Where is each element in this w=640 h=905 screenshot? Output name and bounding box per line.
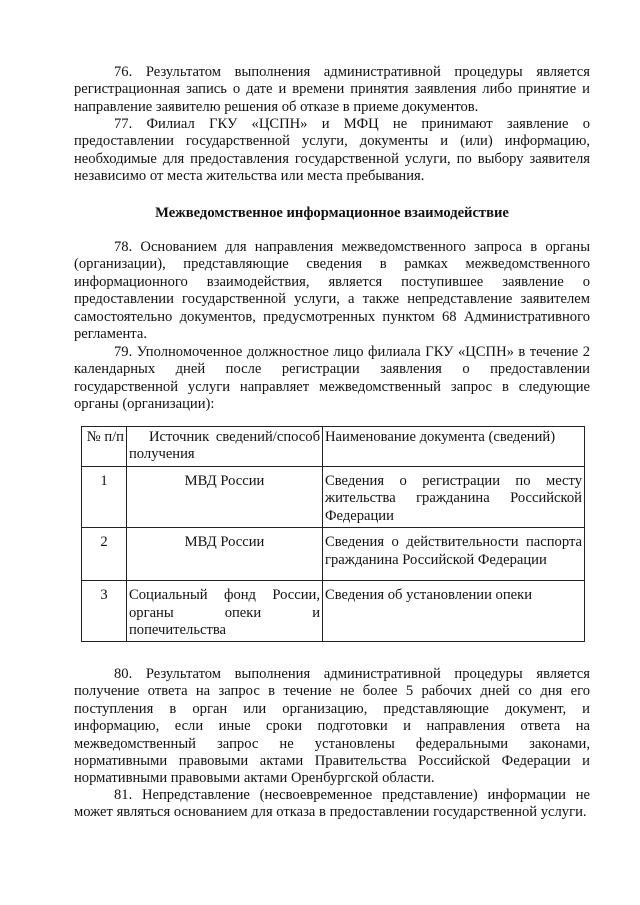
table-row: [82, 528, 585, 581]
table-row: [82, 581, 585, 642]
section-heading: Межведомственное информационное взаимодействие: [155, 205, 509, 221]
row-document: Сведения о действительности паспорта гражданина Российской Федерации: [323, 528, 585, 581]
paragraph-80: 80. Результатом выполнения административной процедуры является получение ответа на запрос в течение не более 5 рабочих дней со дня его поступления в орган или организацию, представляющие документ, и информацию, если иные сроки подготовки и направления ответа на межведомственный запрос не установлены федеральными законами, нормативными правовыми актами Правительства Российской Федерации и нормативными правовыми актами Оренбургской области.: [74, 666, 590, 787]
row-document: Сведения об установлении опеки: [323, 581, 585, 642]
request-table: [81, 426, 585, 642]
header-num: № п/п: [82, 427, 127, 467]
header-document: Наименование документа (сведений): [323, 427, 585, 467]
paragraph-79: 79. Уполномоченное должностное лицо филиала ГКУ «ЦСПН» в течение 2 календарных дней после регистрации заявления о предоставлении государственной услуги направляет межведомственный запрос в следующие органы (организации):: [74, 344, 590, 413]
paragraph-77: 77. Филиал ГКУ «ЦСПН» и МФЦ не принимают заявление о предоставлении государственной услуги, документы и (или) информацию, необходимые для предоставления государственной услуги, по выбору заявителя независимо от места жительства или места пребывания.: [74, 116, 590, 185]
table-header-row: [82, 427, 585, 467]
paragraph-81: 81. Непредставление (несвоевременное представление) информации не может являться основанием для отказа в предоставлении государственной услуги.: [74, 787, 590, 821]
paragraph-76: 76. Результатом выполнения административной процедуры является регистрационная запись о дате и времени принятия заявления либо принятие и направление заявителю решения об отказе в приеме документов.: [74, 64, 590, 115]
row-source: МВД России: [127, 467, 323, 528]
row-num: 3: [82, 581, 127, 642]
header-source: Источник сведений/способ получения: [127, 427, 323, 467]
row-num: 1: [82, 467, 127, 528]
row-source: Социальный фонд России, органы опеки и попечительства: [127, 581, 323, 642]
table-row: [82, 467, 585, 528]
row-num: 2: [82, 528, 127, 581]
row-document: Сведения о регистрации по месту жительства гражданина Российской Федерации: [323, 467, 585, 528]
row-source: МВД России: [127, 528, 323, 581]
paragraph-78: 78. Основанием для направления межведомственного запроса в органы (организации), представляющие сведения в рамках межведомственного информационного взаимодействия, является поступившее заявление о предоставлении государственной услуги, а также непредставление заявителем самостоятельно документов, предусмотренных пунктом 68 Административного регламента.: [74, 239, 590, 343]
